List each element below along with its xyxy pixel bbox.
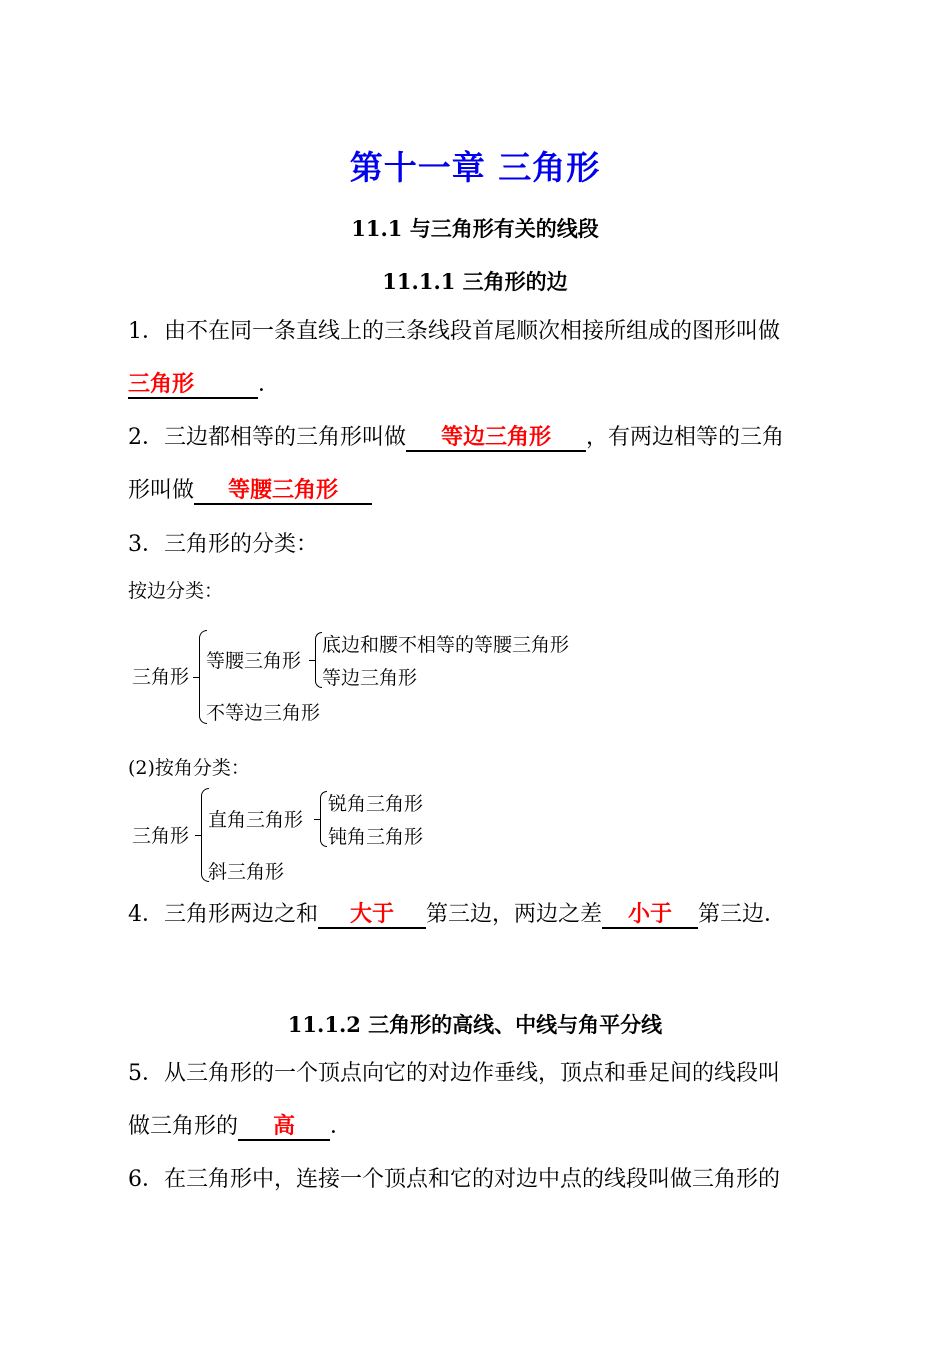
question-4-text-a: 4．三角形两边之和 [128,902,318,927]
question-2-text-a: 2．三边都相等的三角形叫做 [128,425,406,450]
classification-by-angle-label: (2)按角分类： [128,757,250,779]
question-1-text: 1．由不在同一条直线上的三条线段首尾顺次相接所组成的图形叫做 [128,319,780,344]
tree-side-leaf-1: 底边和腰不相等的等腰三角形 [322,634,570,656]
question-5-text: 5．从三角形的一个顶点向它的对边作垂线，顶点和垂足间的线段叫 [128,1061,780,1086]
question-4-text-b: 第三边，两边之差 [426,902,603,927]
question-6-text: 6．在三角形中，连接一个顶点和它的对边中点的线段叫做三角形的 [128,1167,780,1192]
tree-side-root: 三角形 [132,666,190,688]
subsection-heading-sides: 11.1.1 三角形的边 [382,269,568,294]
chapter-title: 第十一章 三角形 [349,148,601,187]
tree-angle-leaf-2: 钝角三角形 [328,826,424,848]
tree-angle-leaf-1: 锐角三角形 [328,793,424,815]
question-4-line [128,900,786,930]
question-2-line-1 [128,423,784,453]
question-5-end: ． [330,1114,353,1139]
tree-angle-branch-2: 斜三角形 [208,861,285,883]
question-4-text-c: 第三边． [698,902,787,927]
tree-side-leaf-2: 等边三角形 [322,667,418,689]
section-heading: 11.1 与三角形有关的线段 [351,216,599,241]
question-5-answer: 高 [238,1113,330,1141]
brace-angle-inner [320,791,327,847]
brace-side-inner [315,632,322,688]
question-4-answer-b: 小于 [602,901,698,929]
question-2-text-c: 形叫做 [128,478,195,503]
question-2-answer-b: 等腰三角形 [194,477,372,505]
tree-side-branch-1: 等腰三角形 [206,650,302,672]
question-5-text-b: 做三角形的 [128,1114,239,1139]
question-1-answer: 三角形 [128,371,258,399]
classification-by-side-label: 按边分类： [128,580,224,602]
question-2-line-2 [128,476,372,506]
question-4-answer-a: 大于 [318,901,426,929]
question-5-line-2 [128,1112,352,1142]
question-1-end: ． [258,372,281,397]
tree-side-branch-2: 不等边三角形 [206,702,321,724]
tree-angle-branch-1: 直角三角形 [208,809,304,831]
subsection-heading-lines: 11.1.2 三角形的高线、中线与角平分线 [287,1012,663,1037]
question-3-text: 3．三角形的分类： [128,532,318,557]
question-1-answer-line [128,370,280,400]
question-2-text-b: ，有两边相等的三角 [586,425,785,450]
question-2-answer-a: 等边三角形 [406,424,586,452]
tree-angle-root: 三角形 [132,825,190,847]
